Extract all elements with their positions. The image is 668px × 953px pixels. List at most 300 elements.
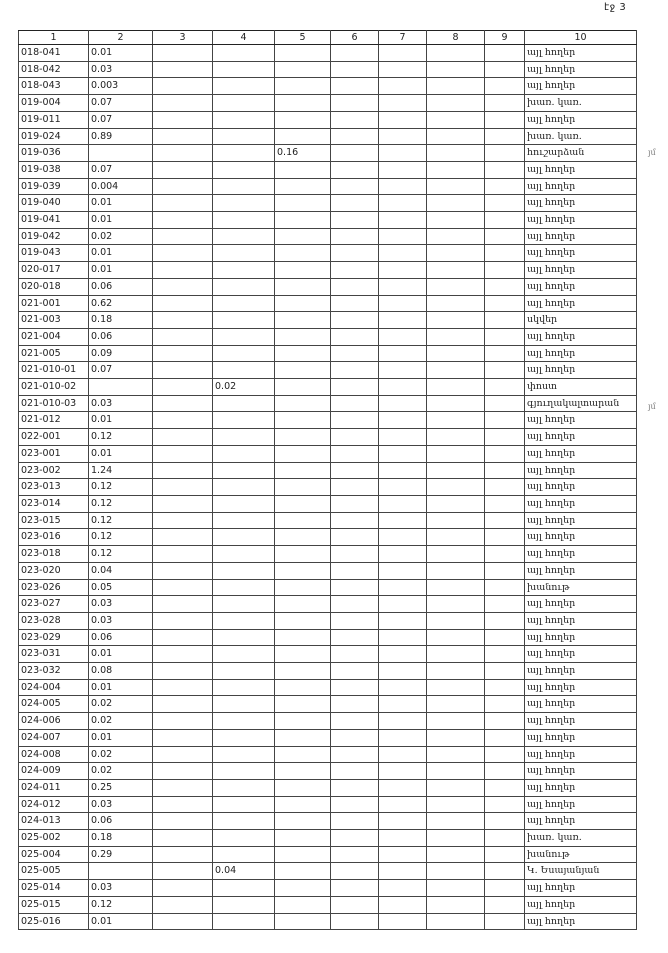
value-cell bbox=[153, 78, 213, 95]
value-cell: 0.01 bbox=[89, 729, 153, 746]
value-cell bbox=[427, 278, 485, 295]
value-cell bbox=[379, 111, 427, 128]
value-cell bbox=[427, 195, 485, 212]
value-cell bbox=[331, 328, 379, 345]
value-cell: 0.003 bbox=[89, 78, 153, 95]
value-cell bbox=[213, 763, 275, 780]
value-cell bbox=[379, 161, 427, 178]
value-cell bbox=[379, 813, 427, 830]
parcel-code-cell: 025-015 bbox=[19, 896, 89, 913]
value-cell bbox=[485, 746, 525, 763]
value-cell bbox=[331, 863, 379, 880]
table-row bbox=[19, 462, 637, 479]
parcel-code-cell: 025-016 bbox=[19, 913, 89, 930]
value-cell: 0.04 bbox=[89, 562, 153, 579]
column-header: 2 bbox=[89, 31, 153, 45]
value-cell bbox=[379, 529, 427, 546]
table-row bbox=[19, 78, 637, 95]
value-cell: 0.07 bbox=[89, 362, 153, 379]
land-use-cell: փոստ bbox=[525, 379, 637, 396]
value-cell bbox=[153, 412, 213, 429]
value-cell bbox=[213, 612, 275, 629]
land-use-cell: այլ հողեր bbox=[525, 362, 637, 379]
value-cell: 0.004 bbox=[89, 178, 153, 195]
value-cell bbox=[331, 195, 379, 212]
value-cell bbox=[153, 813, 213, 830]
value-cell bbox=[331, 579, 379, 596]
value-cell bbox=[275, 328, 331, 345]
table-row bbox=[19, 362, 637, 379]
value-cell bbox=[275, 880, 331, 897]
value-cell bbox=[427, 546, 485, 563]
value-cell bbox=[275, 429, 331, 446]
value-cell bbox=[331, 429, 379, 446]
value-cell bbox=[331, 646, 379, 663]
value-cell bbox=[213, 746, 275, 763]
value-cell bbox=[275, 629, 331, 646]
parcel-code-cell: 024-008 bbox=[19, 746, 89, 763]
value-cell bbox=[153, 646, 213, 663]
table-row bbox=[19, 579, 637, 596]
value-cell bbox=[379, 228, 427, 245]
value-cell: 0.16 bbox=[275, 145, 331, 162]
land-use-cell: այլ հողեր bbox=[525, 629, 637, 646]
value-cell bbox=[153, 61, 213, 78]
value-cell: 0.02 bbox=[89, 228, 153, 245]
parcel-code-cell: 023-029 bbox=[19, 629, 89, 646]
value-cell bbox=[331, 61, 379, 78]
value-cell bbox=[213, 546, 275, 563]
table-row bbox=[19, 512, 637, 529]
value-cell: 0.12 bbox=[89, 529, 153, 546]
value-cell bbox=[213, 830, 275, 847]
value-cell bbox=[153, 212, 213, 229]
value-cell bbox=[379, 713, 427, 730]
ledger-table-container bbox=[18, 30, 636, 930]
value-cell bbox=[275, 713, 331, 730]
value-cell bbox=[153, 562, 213, 579]
value-cell bbox=[275, 128, 331, 145]
table-row bbox=[19, 529, 637, 546]
value-cell bbox=[331, 529, 379, 546]
value-cell bbox=[331, 729, 379, 746]
table-row bbox=[19, 228, 637, 245]
value-cell: 0.07 bbox=[89, 111, 153, 128]
value-cell bbox=[89, 379, 153, 396]
land-use-cell: Կ. Եսայանյան bbox=[525, 863, 637, 880]
value-cell bbox=[331, 562, 379, 579]
value-cell bbox=[275, 679, 331, 696]
value-cell bbox=[275, 362, 331, 379]
value-cell bbox=[485, 262, 525, 279]
value-cell: 0.02 bbox=[89, 763, 153, 780]
value-cell bbox=[331, 312, 379, 329]
column-header: 7 bbox=[379, 31, 427, 45]
margin-mark: յմ bbox=[648, 148, 656, 157]
value-cell bbox=[379, 45, 427, 62]
value-cell bbox=[427, 495, 485, 512]
value-cell bbox=[379, 746, 427, 763]
value-cell bbox=[427, 128, 485, 145]
value-cell bbox=[379, 729, 427, 746]
table-row bbox=[19, 646, 637, 663]
value-cell bbox=[213, 312, 275, 329]
table-row bbox=[19, 195, 637, 212]
value-cell bbox=[331, 145, 379, 162]
value-cell bbox=[331, 78, 379, 95]
value-cell: 0.06 bbox=[89, 328, 153, 345]
parcel-code-cell: 019-041 bbox=[19, 212, 89, 229]
value-cell: 0.01 bbox=[89, 262, 153, 279]
value-cell bbox=[427, 145, 485, 162]
value-cell bbox=[427, 228, 485, 245]
value-cell bbox=[331, 763, 379, 780]
column-header: 6 bbox=[331, 31, 379, 45]
land-use-cell: խառ. կառ. bbox=[525, 128, 637, 145]
value-cell bbox=[485, 312, 525, 329]
value-cell bbox=[485, 212, 525, 229]
value-cell bbox=[331, 746, 379, 763]
value-cell bbox=[427, 830, 485, 847]
value-cell bbox=[213, 445, 275, 462]
value-cell bbox=[213, 145, 275, 162]
column-header: 10 bbox=[525, 31, 637, 45]
value-cell bbox=[485, 479, 525, 496]
column-header: 4 bbox=[213, 31, 275, 45]
value-cell bbox=[213, 345, 275, 362]
value-cell bbox=[275, 445, 331, 462]
value-cell bbox=[427, 913, 485, 930]
value-cell bbox=[213, 429, 275, 446]
value-cell bbox=[213, 663, 275, 680]
column-header: 9 bbox=[485, 31, 525, 45]
value-cell bbox=[275, 663, 331, 680]
value-cell bbox=[275, 596, 331, 613]
value-cell bbox=[379, 579, 427, 596]
value-cell bbox=[379, 495, 427, 512]
parcel-code-cell: 021-005 bbox=[19, 345, 89, 362]
value-cell bbox=[427, 45, 485, 62]
value-cell bbox=[485, 362, 525, 379]
value-cell bbox=[427, 462, 485, 479]
value-cell bbox=[331, 880, 379, 897]
value-cell bbox=[153, 445, 213, 462]
value-cell bbox=[331, 830, 379, 847]
value-cell bbox=[427, 612, 485, 629]
value-cell bbox=[427, 629, 485, 646]
value-cell bbox=[213, 161, 275, 178]
table-row bbox=[19, 596, 637, 613]
value-cell bbox=[485, 880, 525, 897]
value-cell bbox=[485, 830, 525, 847]
value-cell bbox=[275, 779, 331, 796]
parcel-code-cell: 021-010-02 bbox=[19, 379, 89, 396]
value-cell: 0.07 bbox=[89, 161, 153, 178]
value-cell bbox=[379, 61, 427, 78]
land-use-cell: այլ հողեր bbox=[525, 596, 637, 613]
value-cell bbox=[427, 178, 485, 195]
value-cell bbox=[213, 646, 275, 663]
land-use-cell: այլ հողեր bbox=[525, 45, 637, 62]
value-cell bbox=[331, 779, 379, 796]
parcel-code-cell: 018-043 bbox=[19, 78, 89, 95]
page-number: էջ 3 bbox=[604, 2, 627, 13]
value-cell bbox=[275, 646, 331, 663]
value-cell bbox=[379, 462, 427, 479]
value-cell bbox=[153, 763, 213, 780]
value-cell bbox=[275, 495, 331, 512]
land-use-cell: այլ հողեր bbox=[525, 245, 637, 262]
land-use-cell: այլ հողեր bbox=[525, 663, 637, 680]
value-cell bbox=[213, 128, 275, 145]
value-cell bbox=[213, 913, 275, 930]
value-cell bbox=[485, 729, 525, 746]
value-cell bbox=[153, 328, 213, 345]
value-cell bbox=[379, 278, 427, 295]
value-cell: 0.05 bbox=[89, 579, 153, 596]
value-cell bbox=[153, 612, 213, 629]
value-cell bbox=[153, 178, 213, 195]
value-cell bbox=[213, 796, 275, 813]
parcel-code-cell: 024-011 bbox=[19, 779, 89, 796]
value-cell: 0.06 bbox=[89, 278, 153, 295]
land-use-cell: այլ հողեր bbox=[525, 429, 637, 446]
table-row bbox=[19, 546, 637, 563]
table-row bbox=[19, 345, 637, 362]
value-cell: 0.62 bbox=[89, 295, 153, 312]
value-cell bbox=[331, 278, 379, 295]
value-cell bbox=[213, 395, 275, 412]
value-cell bbox=[379, 663, 427, 680]
value-cell bbox=[485, 178, 525, 195]
land-use-cell: գյուղակալտարան bbox=[525, 395, 637, 412]
value-cell bbox=[427, 328, 485, 345]
value-cell bbox=[275, 462, 331, 479]
value-cell bbox=[427, 111, 485, 128]
value-cell bbox=[275, 529, 331, 546]
land-use-cell: այլ հողեր bbox=[525, 746, 637, 763]
value-cell bbox=[331, 846, 379, 863]
table-row bbox=[19, 880, 637, 897]
value-cell bbox=[275, 746, 331, 763]
value-cell bbox=[153, 262, 213, 279]
value-cell bbox=[213, 295, 275, 312]
value-cell bbox=[153, 145, 213, 162]
land-use-cell: այլ հողեր bbox=[525, 195, 637, 212]
value-cell bbox=[213, 729, 275, 746]
value-cell bbox=[379, 262, 427, 279]
value-cell bbox=[427, 763, 485, 780]
value-cell: 0.12 bbox=[89, 896, 153, 913]
value-cell bbox=[331, 696, 379, 713]
value-cell bbox=[275, 45, 331, 62]
value-cell bbox=[331, 412, 379, 429]
value-cell bbox=[213, 880, 275, 897]
parcel-code-cell: 023-016 bbox=[19, 529, 89, 546]
value-cell bbox=[379, 596, 427, 613]
value-cell: 0.02 bbox=[89, 696, 153, 713]
value-cell: 0.12 bbox=[89, 479, 153, 496]
value-cell bbox=[427, 696, 485, 713]
land-use-cell: այլ հողեր bbox=[525, 612, 637, 629]
land-use-cell: այլ հողեր bbox=[525, 445, 637, 462]
value-cell: 0.01 bbox=[89, 212, 153, 229]
table-row bbox=[19, 379, 637, 396]
value-cell: 0.03 bbox=[89, 612, 153, 629]
value-cell bbox=[213, 362, 275, 379]
value-cell bbox=[379, 95, 427, 112]
value-cell bbox=[379, 863, 427, 880]
value-cell: 0.12 bbox=[89, 429, 153, 446]
table-row bbox=[19, 729, 637, 746]
value-cell bbox=[485, 278, 525, 295]
value-cell bbox=[213, 713, 275, 730]
table-row bbox=[19, 830, 637, 847]
value-cell bbox=[379, 429, 427, 446]
value-cell bbox=[379, 295, 427, 312]
value-cell bbox=[427, 429, 485, 446]
value-cell bbox=[331, 295, 379, 312]
table-row bbox=[19, 913, 637, 930]
value-cell bbox=[331, 612, 379, 629]
value-cell bbox=[89, 863, 153, 880]
value-cell bbox=[153, 512, 213, 529]
value-cell bbox=[427, 663, 485, 680]
value-cell bbox=[379, 362, 427, 379]
table-row bbox=[19, 896, 637, 913]
value-cell bbox=[485, 579, 525, 596]
value-cell bbox=[331, 395, 379, 412]
value-cell bbox=[153, 395, 213, 412]
value-cell: 0.06 bbox=[89, 813, 153, 830]
value-cell bbox=[213, 412, 275, 429]
value-cell bbox=[331, 663, 379, 680]
value-cell bbox=[485, 612, 525, 629]
parcel-code-cell: 024-005 bbox=[19, 696, 89, 713]
value-cell bbox=[213, 562, 275, 579]
table-row bbox=[19, 763, 637, 780]
column-header: 8 bbox=[427, 31, 485, 45]
parcel-code-cell: 023-013 bbox=[19, 479, 89, 496]
value-cell bbox=[153, 913, 213, 930]
value-cell bbox=[331, 178, 379, 195]
value-cell bbox=[153, 746, 213, 763]
value-cell: 0.06 bbox=[89, 629, 153, 646]
value-cell bbox=[213, 629, 275, 646]
column-header: 5 bbox=[275, 31, 331, 45]
parcel-code-cell: 023-015 bbox=[19, 512, 89, 529]
parcel-code-cell: 019-011 bbox=[19, 111, 89, 128]
value-cell bbox=[485, 529, 525, 546]
table-row bbox=[19, 395, 637, 412]
value-cell bbox=[275, 896, 331, 913]
parcel-code-cell: 019-036 bbox=[19, 145, 89, 162]
value-cell bbox=[331, 495, 379, 512]
value-cell bbox=[427, 596, 485, 613]
value-cell bbox=[213, 245, 275, 262]
value-cell bbox=[153, 529, 213, 546]
value-cell bbox=[153, 495, 213, 512]
value-cell bbox=[485, 145, 525, 162]
value-cell bbox=[275, 846, 331, 863]
value-cell bbox=[427, 579, 485, 596]
value-cell bbox=[153, 161, 213, 178]
table-row bbox=[19, 95, 637, 112]
value-cell bbox=[153, 295, 213, 312]
parcel-code-cell: 025-005 bbox=[19, 863, 89, 880]
value-cell bbox=[427, 78, 485, 95]
value-cell bbox=[153, 896, 213, 913]
value-cell bbox=[275, 813, 331, 830]
table-row bbox=[19, 813, 637, 830]
value-cell bbox=[379, 412, 427, 429]
parcel-code-cell: 019-038 bbox=[19, 161, 89, 178]
value-cell bbox=[331, 813, 379, 830]
value-cell bbox=[485, 195, 525, 212]
value-cell: 0.02 bbox=[213, 379, 275, 396]
value-cell bbox=[275, 729, 331, 746]
value-cell bbox=[485, 763, 525, 780]
value-cell bbox=[379, 128, 427, 145]
value-cell bbox=[153, 45, 213, 62]
value-cell bbox=[213, 195, 275, 212]
land-use-cell: խառ. կառ. bbox=[525, 830, 637, 847]
value-cell bbox=[379, 679, 427, 696]
value-cell bbox=[379, 546, 427, 563]
value-cell bbox=[485, 796, 525, 813]
table-row bbox=[19, 445, 637, 462]
table-row bbox=[19, 412, 637, 429]
value-cell bbox=[275, 312, 331, 329]
value-cell bbox=[213, 479, 275, 496]
value-cell bbox=[485, 462, 525, 479]
value-cell bbox=[485, 328, 525, 345]
value-cell: 0.03 bbox=[89, 880, 153, 897]
value-cell bbox=[213, 696, 275, 713]
table-row bbox=[19, 713, 637, 730]
value-cell bbox=[485, 663, 525, 680]
value-cell: 0.01 bbox=[89, 45, 153, 62]
table-row bbox=[19, 863, 637, 880]
value-cell bbox=[379, 145, 427, 162]
land-use-cell: այլ հողեր bbox=[525, 495, 637, 512]
land-use-cell: այլ հողեր bbox=[525, 295, 637, 312]
parcel-code-cell: 023-027 bbox=[19, 596, 89, 613]
value-cell bbox=[379, 178, 427, 195]
land-use-cell: սկվեր bbox=[525, 312, 637, 329]
value-cell bbox=[379, 696, 427, 713]
parcel-code-cell: 023-026 bbox=[19, 579, 89, 596]
value-cell bbox=[275, 579, 331, 596]
value-cell bbox=[485, 245, 525, 262]
value-cell bbox=[485, 813, 525, 830]
land-use-cell: խանութ bbox=[525, 846, 637, 863]
parcel-code-cell: 018-041 bbox=[19, 45, 89, 62]
value-cell bbox=[379, 512, 427, 529]
table-row bbox=[19, 796, 637, 813]
land-use-cell: այլ հողեր bbox=[525, 212, 637, 229]
value-cell bbox=[275, 95, 331, 112]
value-cell bbox=[331, 629, 379, 646]
value-cell bbox=[485, 429, 525, 446]
value-cell bbox=[485, 445, 525, 462]
value-cell bbox=[485, 913, 525, 930]
value-cell bbox=[213, 262, 275, 279]
table-row bbox=[19, 245, 637, 262]
value-cell bbox=[275, 512, 331, 529]
table-row bbox=[19, 846, 637, 863]
value-cell bbox=[379, 195, 427, 212]
